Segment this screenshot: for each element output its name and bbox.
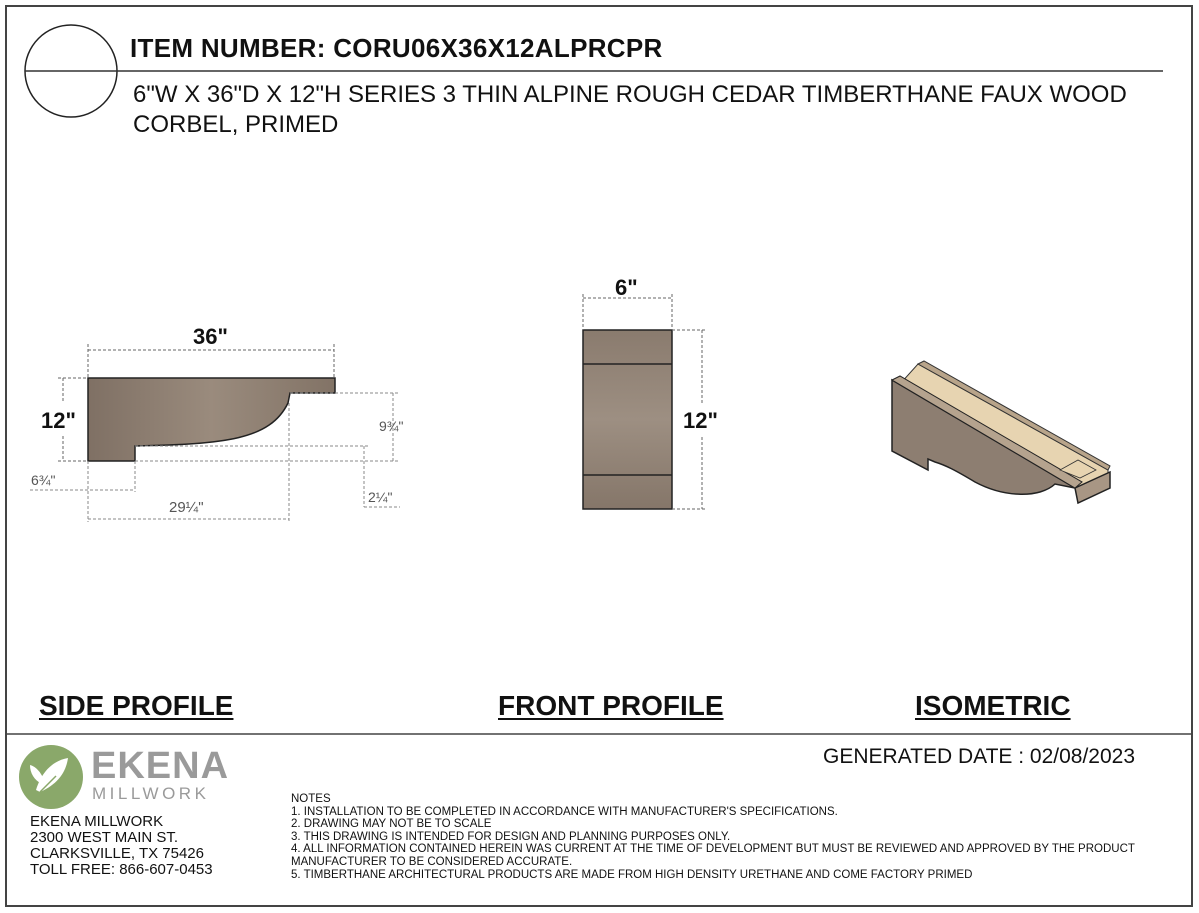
side-profile-shape xyxy=(88,378,335,461)
address-line: EKENA MILLWORK xyxy=(30,813,164,830)
side-dim-curve-length: 29¼" xyxy=(169,499,204,516)
item-description: 6"W X 36"D X 12"H SERIES 3 THIN ALPINE ROUGH CEDAR TIMBERTHANE FAUX WOOD CORBEL, PRIMED xyxy=(133,81,1127,138)
side-dim-notch-rise: 9¾" xyxy=(379,418,404,434)
side-dim-height: 12" xyxy=(41,408,76,433)
note-item: 4. ALL INFORMATION CONTAINED HEREIN WAS CURRENT AT THE TIME OF DEVELOPMENT BUT MUST BE REVIEWED AND APPROVED BY THE PRODUCT MANUFACTURER TO BE CONSIDERED ACCURATE. xyxy=(291,843,1135,868)
side-dim-width: 36" xyxy=(193,324,228,349)
brand-name: EKENA xyxy=(91,745,230,787)
front-profile-shape xyxy=(583,330,672,509)
front-dim-width: 6" xyxy=(615,275,638,300)
front-dim-height: 12" xyxy=(683,408,718,433)
side-profile-drawing xyxy=(30,344,400,522)
side-dim-notch-width: 6¾" xyxy=(31,472,56,488)
address-line: 2300 WEST MAIN ST. xyxy=(30,829,179,846)
note-item: 3. THIS DRAWING IS INTENDED FOR DESIGN AND PLANNING PURPOSES ONLY. xyxy=(291,830,731,843)
front-profile-drawing xyxy=(583,294,706,509)
note-item: 1. INSTALLATION TO BE COMPLETED IN ACCORDANCE WITH MANUFACTURER'S SPECIFICATIONS. xyxy=(291,805,838,818)
company-address xyxy=(30,814,250,878)
isometric-label: ISOMETRIC xyxy=(915,690,1071,721)
generated-date: GENERATED DATE : 02/08/2023 xyxy=(823,745,1136,768)
address-line: TOLL FREE: 866-607-0453 xyxy=(30,861,213,878)
notes-title: NOTES xyxy=(291,793,331,805)
ekena-logo xyxy=(19,745,83,809)
notes-block xyxy=(291,793,1181,881)
item-number-title: ITEM NUMBER: CORU06X36X12ALPRCPR xyxy=(130,33,663,63)
isometric-drawing xyxy=(892,361,1110,503)
side-profile-label: SIDE PROFILE xyxy=(39,690,234,721)
note-item: 5. TIMBERTHANE ARCHITECTURAL PRODUCTS ARE MADE FROM HIGH DENSITY URETHANE AND COME FACTORY PRIMED xyxy=(291,868,973,881)
front-profile-label: FRONT PROFILE xyxy=(498,690,724,721)
brand-subtitle: MILLWORK xyxy=(92,784,210,803)
note-item: 2. DRAWING MAY NOT BE TO SCALE xyxy=(291,818,492,831)
side-dim-bottom-step: 2¼" xyxy=(368,489,393,505)
address-line: CLARKSVILLE, TX 75426 xyxy=(30,845,204,862)
